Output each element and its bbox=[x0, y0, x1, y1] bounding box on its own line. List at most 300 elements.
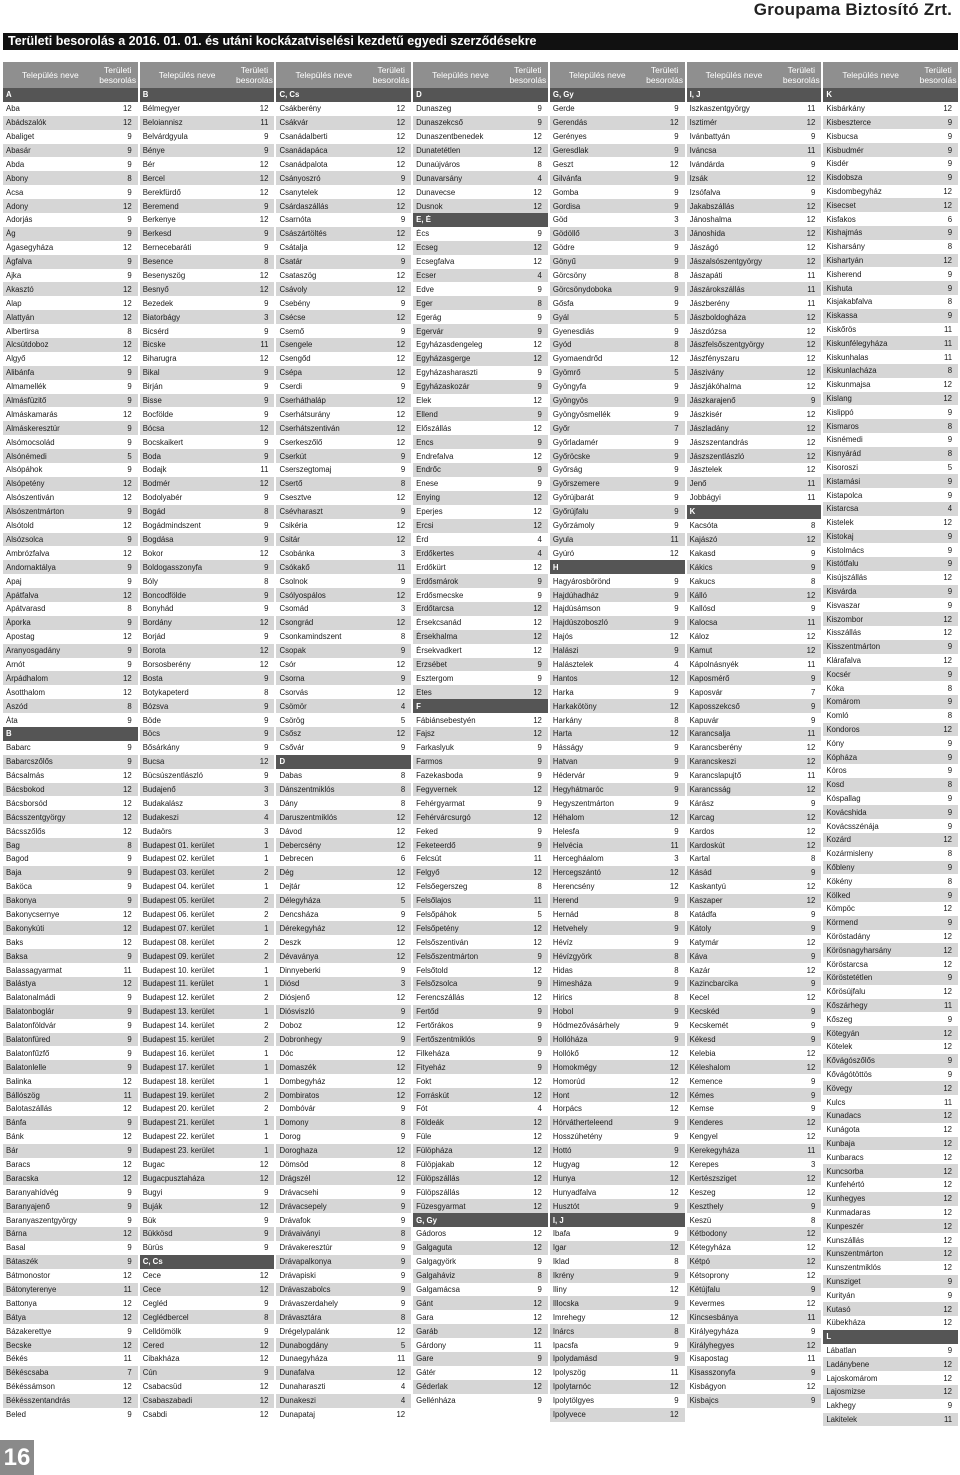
table-row bbox=[413, 824, 548, 838]
settlement-name: Harta bbox=[552, 729, 572, 739]
settlement-name: Hantos bbox=[552, 673, 578, 683]
classification-value: 9 bbox=[264, 590, 269, 600]
table-row bbox=[140, 1088, 275, 1102]
settlement-name: Csörög bbox=[279, 715, 305, 725]
settlement-name: Kémes bbox=[689, 1090, 714, 1100]
table-row bbox=[276, 824, 411, 838]
classification-value: 12 bbox=[943, 1207, 953, 1217]
table-row bbox=[3, 1116, 138, 1130]
classification-value: 9 bbox=[264, 382, 269, 392]
settlement-name: Ipacsfa bbox=[552, 1340, 579, 1350]
settlement-name: Kiskunmajsa bbox=[826, 380, 871, 390]
settlement-name: Besenyszög bbox=[142, 271, 186, 281]
table-row bbox=[823, 571, 958, 585]
classification-value: 9 bbox=[947, 1345, 953, 1355]
settlement-name: Hajós bbox=[552, 632, 573, 642]
classification-value: 9 bbox=[537, 409, 542, 419]
settlement-name: Abaliget bbox=[6, 132, 35, 142]
settlement-name: Csobánka bbox=[279, 548, 315, 558]
settlement-name: Keszthely bbox=[689, 1201, 724, 1211]
table-row bbox=[276, 685, 411, 699]
settlement-name: Csővár bbox=[279, 743, 305, 753]
column-header bbox=[413, 62, 548, 88]
table-row bbox=[550, 894, 685, 908]
classification-value: 12 bbox=[123, 1229, 132, 1239]
classification-value: 12 bbox=[533, 993, 542, 1003]
table-row bbox=[413, 1074, 548, 1088]
classification-value: 9 bbox=[127, 1007, 132, 1017]
classification-value: 9 bbox=[264, 1229, 269, 1239]
table-row bbox=[823, 999, 958, 1013]
table-row bbox=[140, 908, 275, 922]
classification-value: 11 bbox=[533, 1340, 542, 1350]
settlement-name: Hajdúszoboszló bbox=[552, 618, 608, 628]
settlement-name: Domaszék bbox=[279, 1062, 317, 1072]
settlement-name: Beremend bbox=[142, 201, 179, 211]
settlement-name: Borjád bbox=[142, 632, 166, 642]
classification-value: 11 bbox=[260, 118, 269, 128]
settlement-name: Káva bbox=[689, 951, 708, 961]
table-row bbox=[550, 171, 685, 185]
table-row bbox=[276, 769, 411, 783]
settlement-name: Bogádmindszent bbox=[142, 521, 201, 531]
settlement-name: Jászjákóhalma bbox=[689, 382, 742, 392]
classification-value: 12 bbox=[396, 271, 406, 281]
table-row bbox=[413, 769, 548, 783]
classification-value: 9 bbox=[264, 673, 269, 683]
table-row bbox=[823, 888, 958, 902]
table-row bbox=[687, 1088, 822, 1102]
table-row bbox=[140, 644, 275, 658]
settlement-name: Aba bbox=[6, 104, 20, 114]
settlement-name: Feked bbox=[416, 826, 438, 836]
settlement-name: Kisherend bbox=[826, 269, 862, 279]
table-row bbox=[687, 338, 822, 352]
settlement-name: Dejtár bbox=[279, 882, 301, 892]
classification-value: 9 bbox=[674, 187, 679, 197]
classification-value: 9 bbox=[674, 104, 679, 114]
classification-value: 12 bbox=[259, 1340, 269, 1350]
table-row bbox=[140, 421, 275, 435]
settlement-name: Jászdózsa bbox=[689, 326, 727, 336]
settlement-name: Kunszentmiklós bbox=[826, 1263, 881, 1273]
settlement-name: Bácsalmás bbox=[6, 771, 45, 781]
classification-value: 12 bbox=[943, 200, 953, 210]
table-row bbox=[687, 185, 822, 199]
classification-value: 7 bbox=[810, 687, 816, 697]
table-row bbox=[413, 1269, 548, 1283]
settlement-name: Balatonfűzfő bbox=[6, 1048, 50, 1058]
table-row bbox=[550, 1130, 685, 1144]
settlement-name: Kisújszállás bbox=[826, 573, 868, 583]
settlement-name: Császártöltés bbox=[279, 229, 327, 239]
table-row bbox=[550, 1199, 685, 1213]
section-letter: B bbox=[6, 729, 12, 739]
classification-value: 9 bbox=[400, 673, 406, 683]
settlement-name: Érsekvadkert bbox=[416, 646, 462, 656]
classification-value: 8 bbox=[537, 298, 542, 308]
settlement-name: Baksa bbox=[6, 951, 28, 961]
classification-value: 12 bbox=[943, 1304, 953, 1314]
classification-value: 12 bbox=[943, 380, 953, 390]
classification-value: 9 bbox=[674, 1298, 679, 1308]
table-row bbox=[140, 935, 275, 949]
settlement-name: Áporka bbox=[6, 618, 31, 628]
settlement-name: Fertőrákos bbox=[416, 1021, 454, 1031]
settlement-name: Budapest 22. kerület bbox=[142, 1132, 215, 1142]
classification-value: 9 bbox=[264, 243, 269, 253]
settlement-name: Battonya bbox=[6, 1298, 37, 1308]
classification-value: 9 bbox=[537, 284, 542, 294]
classification-value: 9 bbox=[674, 1340, 679, 1350]
table-row bbox=[550, 491, 685, 505]
section-letter-header bbox=[276, 88, 411, 102]
settlement-name: Kátoly bbox=[689, 923, 712, 933]
settlement-name: Csorvás bbox=[279, 687, 309, 697]
section-letter: G, Gy bbox=[552, 90, 574, 100]
table-row bbox=[276, 1116, 411, 1130]
classification-value: 12 bbox=[259, 187, 269, 197]
settlement-name: Egyházasdengeleg bbox=[416, 340, 483, 350]
settlement-name: Forráskút bbox=[416, 1090, 450, 1100]
settlement-name: Békéscsaba bbox=[6, 1368, 49, 1378]
table-row bbox=[823, 792, 958, 806]
table-row bbox=[3, 1310, 138, 1324]
settlement-name: Borsosberény bbox=[142, 659, 191, 669]
settlement-name: Kakucs bbox=[689, 576, 716, 586]
settlement-name: Kisasszonyfa bbox=[689, 1368, 736, 1378]
classification-value: 12 bbox=[396, 729, 406, 739]
classification-value: 8 bbox=[947, 449, 953, 459]
settlement-name: Gyód bbox=[552, 340, 572, 350]
classification-value: 12 bbox=[806, 326, 816, 336]
classification-value: 12 bbox=[396, 590, 406, 600]
settlement-name: Kisbágyon bbox=[689, 1382, 727, 1392]
settlement-name: Igar bbox=[552, 1243, 567, 1253]
settlement-name: Jászszentandrás bbox=[689, 437, 749, 447]
settlement-column bbox=[3, 62, 138, 1426]
settlement-name: Kóros bbox=[826, 766, 847, 776]
table-row bbox=[823, 1385, 958, 1399]
settlement-name: Dunaharaszti bbox=[279, 1382, 326, 1392]
classification-value: 12 bbox=[123, 1312, 132, 1322]
classification-value: 9 bbox=[127, 271, 132, 281]
column-header bbox=[276, 62, 411, 88]
section-letter: I, J bbox=[689, 90, 701, 100]
settlement-name: Békéssámson bbox=[6, 1382, 55, 1392]
section-letter-header bbox=[413, 699, 548, 713]
classification-value: 12 bbox=[533, 604, 542, 614]
classification-value: 9 bbox=[400, 215, 406, 225]
settlement-name: Gánt bbox=[416, 1298, 434, 1308]
table-row bbox=[823, 157, 958, 171]
table-row bbox=[413, 449, 548, 463]
settlement-name: Hévízgyörk bbox=[552, 951, 592, 961]
classification-value: 2 bbox=[264, 993, 269, 1003]
settlement-name: Lakhegy bbox=[826, 1401, 856, 1411]
settlement-name: Belvárdgyula bbox=[142, 132, 188, 142]
table-row bbox=[550, 296, 685, 310]
settlement-name: Ibafa bbox=[552, 1229, 571, 1239]
classification-value: 12 bbox=[943, 904, 953, 914]
table-row bbox=[413, 505, 548, 519]
classification-value: 12 bbox=[396, 1076, 406, 1086]
settlement-name: Jászberény bbox=[689, 298, 730, 308]
header-classification-line1: Területi bbox=[104, 65, 132, 75]
classification-value: 12 bbox=[669, 1104, 679, 1114]
classification-value: 9 bbox=[127, 423, 132, 433]
table-row bbox=[413, 130, 548, 144]
table-row bbox=[3, 394, 138, 408]
table-row bbox=[413, 380, 548, 394]
table-row bbox=[3, 977, 138, 991]
settlement-name: Kövegy bbox=[826, 1083, 853, 1093]
settlement-name: Gara bbox=[416, 1312, 434, 1322]
classification-value: 12 bbox=[943, 987, 953, 997]
classification-value: 3 bbox=[264, 798, 269, 808]
settlement-name: Bácsbokod bbox=[6, 784, 45, 794]
classification-value: 12 bbox=[806, 632, 816, 642]
classification-value: 12 bbox=[259, 1354, 269, 1364]
classification-value: 12 bbox=[943, 1180, 953, 1190]
classification-value: 8 bbox=[947, 780, 953, 790]
classification-value: 9 bbox=[674, 451, 679, 461]
table-row bbox=[276, 783, 411, 797]
header-settlement-name: Település neve bbox=[432, 70, 489, 80]
settlement-name: Harka bbox=[552, 687, 574, 697]
classification-value: 9 bbox=[537, 840, 542, 850]
settlement-name: Csépa bbox=[279, 368, 302, 378]
table-row bbox=[3, 866, 138, 880]
classification-value: 12 bbox=[123, 521, 132, 531]
settlement-name: Ladánybene bbox=[826, 1359, 870, 1369]
classification-value: 12 bbox=[669, 868, 679, 878]
classification-value: 9 bbox=[674, 1035, 679, 1044]
classification-value: 9 bbox=[127, 1035, 132, 1044]
table-row bbox=[140, 1296, 275, 1310]
settlement-name: Hagyárosbörönd bbox=[552, 576, 611, 586]
classification-value: 9 bbox=[810, 673, 816, 683]
settlement-name: Dunaszeg bbox=[416, 104, 452, 114]
settlement-name: Alsónémedi bbox=[6, 451, 47, 461]
settlement-name: Csákvár bbox=[279, 118, 309, 128]
table-row bbox=[3, 1158, 138, 1172]
classification-value: 9 bbox=[127, 1243, 132, 1253]
classification-value: 12 bbox=[533, 1160, 542, 1170]
table-row bbox=[140, 296, 275, 310]
classification-value: 9 bbox=[127, 1257, 132, 1267]
table-row bbox=[823, 667, 958, 681]
classification-value: 9 bbox=[674, 979, 679, 989]
table-row bbox=[3, 1255, 138, 1269]
table-row bbox=[413, 616, 548, 630]
settlement-name: Kétsoprony bbox=[689, 1271, 730, 1281]
classification-value: 8 bbox=[810, 854, 816, 864]
settlement-name: Jászboldogháza bbox=[689, 312, 746, 322]
table-row bbox=[140, 435, 275, 449]
settlement-name: Felsőlajos bbox=[416, 896, 452, 906]
table-row bbox=[687, 130, 822, 144]
settlement-name: Hatvan bbox=[552, 757, 578, 767]
settlement-name: Adorjás bbox=[6, 215, 33, 225]
section-letter: L bbox=[826, 1332, 832, 1342]
classification-value: 9 bbox=[674, 1201, 679, 1211]
table-row bbox=[413, 477, 548, 491]
classification-value: 12 bbox=[806, 354, 816, 364]
settlement-name: Kovácsszénája bbox=[826, 821, 879, 831]
classification-value: 9 bbox=[537, 104, 542, 114]
settlement-name: Kistelek bbox=[826, 518, 854, 528]
settlement-name: Budajenő bbox=[142, 784, 176, 794]
classification-value: 9 bbox=[537, 465, 542, 475]
classification-value: 12 bbox=[396, 659, 406, 669]
classification-value: 9 bbox=[400, 451, 406, 461]
classification-value: 2 bbox=[264, 896, 269, 906]
table-row bbox=[3, 838, 138, 852]
settlement-name: Gödöllő bbox=[552, 229, 580, 239]
table-row bbox=[687, 796, 822, 810]
table-row bbox=[140, 449, 275, 463]
classification-value: 11 bbox=[807, 771, 816, 781]
table-row bbox=[550, 796, 685, 810]
classification-value: 8 bbox=[947, 366, 953, 376]
settlement-name: Bagod bbox=[6, 854, 29, 864]
classification-value: 12 bbox=[396, 868, 406, 878]
settlement-name: Ellend bbox=[416, 409, 438, 419]
classification-value: 9 bbox=[810, 396, 816, 406]
settlement-name: Kistarcsa bbox=[826, 504, 859, 514]
settlement-name: Kisfakos bbox=[826, 214, 856, 224]
table-row bbox=[3, 366, 138, 380]
settlement-name: Kislang bbox=[826, 393, 852, 403]
classification-value: 12 bbox=[396, 437, 406, 447]
table-row bbox=[550, 1338, 685, 1352]
settlement-name: Csemő bbox=[279, 326, 305, 336]
classification-value: 9 bbox=[127, 534, 132, 544]
settlement-name: Kővágótöttös bbox=[826, 1069, 872, 1079]
table-row bbox=[687, 519, 822, 533]
classification-value: 11 bbox=[807, 659, 816, 669]
table-row bbox=[687, 407, 822, 421]
classification-value: 9 bbox=[674, 1271, 679, 1281]
classification-value: 5 bbox=[674, 312, 679, 322]
table-row bbox=[687, 1352, 822, 1366]
table-row bbox=[550, 1046, 685, 1060]
table-row bbox=[3, 102, 138, 116]
table-row bbox=[276, 1213, 411, 1227]
settlement-name: Bodmér bbox=[142, 479, 171, 489]
table-row bbox=[3, 421, 138, 435]
classification-value: 9 bbox=[127, 368, 132, 378]
table-row bbox=[823, 861, 958, 875]
settlement-name: Bocskaikert bbox=[142, 437, 184, 447]
settlement-name: Csókakő bbox=[279, 562, 310, 572]
settlement-name: Diósd bbox=[279, 979, 300, 989]
settlement-name: Földeák bbox=[416, 1118, 444, 1128]
settlement-name: Kisdobsza bbox=[826, 173, 863, 183]
classification-value: 12 bbox=[943, 1111, 953, 1121]
table-row bbox=[550, 908, 685, 922]
table-row bbox=[140, 324, 275, 338]
table-row bbox=[140, 352, 275, 366]
section-letter: D bbox=[279, 757, 286, 767]
table-row bbox=[413, 949, 548, 963]
classification-value: 3 bbox=[264, 826, 269, 836]
table-row bbox=[413, 1283, 548, 1297]
classification-value: 12 bbox=[533, 1229, 542, 1239]
classification-value: 3 bbox=[264, 784, 269, 794]
table-row bbox=[823, 1040, 958, 1054]
table-row bbox=[413, 144, 548, 158]
header-classification-line1: Területi bbox=[924, 65, 952, 75]
settlement-name: Baranyahídvég bbox=[6, 1187, 59, 1197]
settlement-name: Komló bbox=[826, 711, 849, 721]
classification-value: 12 bbox=[533, 1368, 542, 1378]
table-row bbox=[823, 1026, 958, 1040]
settlement-name: Áta bbox=[6, 715, 18, 725]
classification-value: 12 bbox=[806, 465, 816, 475]
settlement-name: Jánoshalma bbox=[689, 215, 732, 225]
table-row bbox=[276, 1199, 411, 1213]
settlement-name: Csarnóta bbox=[279, 215, 312, 225]
classification-value: 12 bbox=[943, 835, 953, 845]
classification-value: 9 bbox=[674, 1132, 679, 1142]
classification-value: 4 bbox=[537, 534, 542, 544]
classification-value: 12 bbox=[806, 993, 816, 1003]
settlement-name: Ipolydamásd bbox=[552, 1354, 598, 1364]
table-row bbox=[140, 671, 275, 685]
settlement-name: Herencsény bbox=[552, 882, 595, 892]
classification-value: 9 bbox=[947, 117, 953, 127]
classification-value: 12 bbox=[396, 812, 406, 822]
table-row bbox=[687, 533, 822, 547]
classification-value: 12 bbox=[806, 437, 816, 447]
classification-value: 9 bbox=[264, 1326, 269, 1336]
settlement-name: Kunszentmárton bbox=[826, 1249, 884, 1259]
classification-value: 12 bbox=[123, 284, 132, 294]
classification-value: 9 bbox=[127, 715, 132, 725]
table-row bbox=[823, 240, 958, 254]
classification-value: 5 bbox=[400, 715, 406, 725]
table-row bbox=[3, 1144, 138, 1158]
classification-value: 12 bbox=[669, 812, 679, 822]
settlement-name: Homorúd bbox=[552, 1076, 585, 1086]
classification-value: 12 bbox=[259, 1271, 269, 1281]
classification-value: 9 bbox=[810, 798, 816, 808]
table-row bbox=[276, 1060, 411, 1074]
classification-value: 9 bbox=[400, 173, 406, 183]
classification-value: 1 bbox=[264, 965, 269, 975]
table-row bbox=[413, 269, 548, 283]
table-row bbox=[276, 1019, 411, 1033]
settlement-name: Berkesd bbox=[142, 229, 172, 239]
settlement-name: Borota bbox=[142, 646, 166, 656]
section-letter-header bbox=[550, 88, 685, 102]
column-header bbox=[550, 62, 685, 88]
classification-value: 9 bbox=[264, 604, 269, 614]
classification-value: 9 bbox=[810, 604, 816, 614]
classification-value: 1 bbox=[264, 1048, 269, 1058]
table-row bbox=[823, 1316, 958, 1330]
settlement-name: Ecser bbox=[416, 271, 437, 281]
settlement-name: Kisbárkány bbox=[826, 104, 865, 114]
classification-value: 9 bbox=[947, 918, 953, 928]
table-row bbox=[687, 449, 822, 463]
table-row bbox=[823, 1371, 958, 1385]
classification-value: 12 bbox=[123, 784, 132, 794]
classification-value: 12 bbox=[533, 243, 542, 253]
classification-value: 9 bbox=[537, 798, 542, 808]
